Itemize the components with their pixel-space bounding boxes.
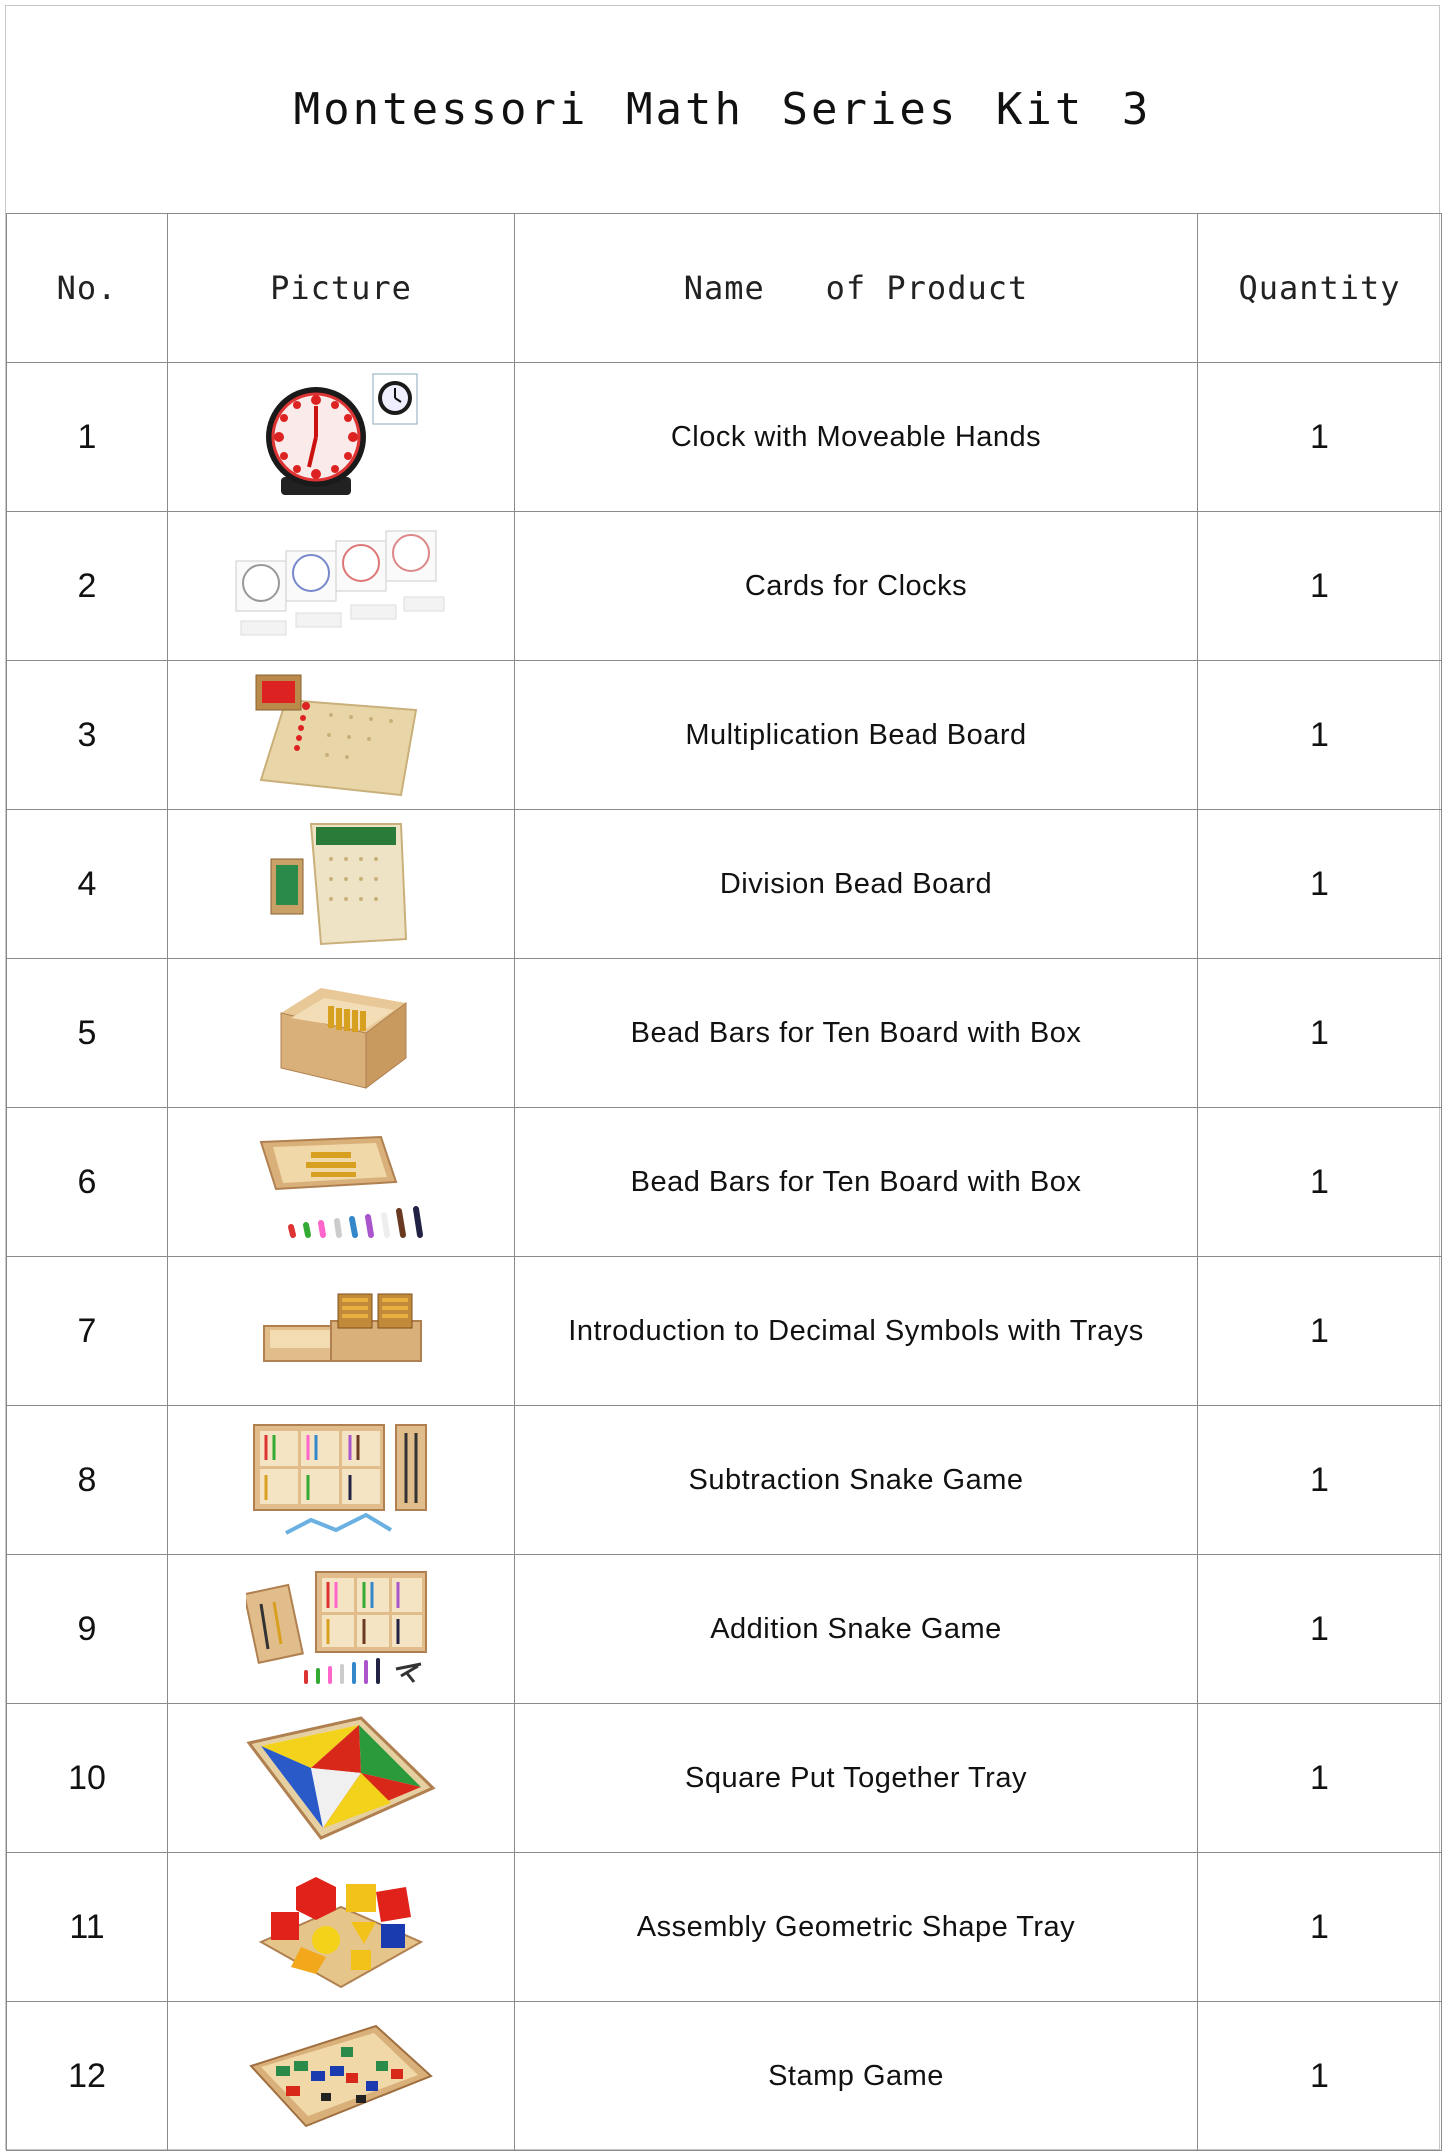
product-name: Stamp Game xyxy=(515,2002,1198,2151)
header-no: No. xyxy=(7,214,168,363)
row-number: 10 xyxy=(7,1704,168,1853)
row-number: 6 xyxy=(7,1108,168,1257)
clock-icon xyxy=(261,372,421,502)
page-title: Montessori Math Series Kit 3 xyxy=(293,84,1152,135)
product-picture xyxy=(168,1555,515,1704)
product-picture xyxy=(168,2002,515,2151)
header-quantity: Quantity xyxy=(1198,214,1442,363)
snake-game-icon xyxy=(246,1415,436,1545)
product-table xyxy=(6,213,1442,2151)
product-quantity: 1 xyxy=(1198,810,1442,959)
row-number: 4 xyxy=(7,810,168,959)
row-number: 2 xyxy=(7,512,168,661)
product-picture xyxy=(168,1406,515,1555)
product-picture xyxy=(168,661,515,810)
product-quantity: 1 xyxy=(1198,1853,1442,2002)
product-quantity: 1 xyxy=(1198,363,1442,512)
header-name: Name of Product xyxy=(515,214,1198,363)
product-quantity: 1 xyxy=(1198,1257,1442,1406)
product-quantity: 1 xyxy=(1198,1406,1442,1555)
clock-cards-icon xyxy=(226,521,456,651)
product-quantity: 1 xyxy=(1198,2002,1442,2151)
product-name: Addition Snake Game xyxy=(515,1555,1198,1704)
product-name: Division Bead Board xyxy=(515,810,1198,959)
division-board-icon xyxy=(261,819,421,949)
table-row xyxy=(7,1704,1442,1853)
bead-box-icon xyxy=(266,968,416,1098)
row-number: 7 xyxy=(7,1257,168,1406)
product-picture xyxy=(168,363,515,512)
table-row xyxy=(7,512,1442,661)
square-tray-icon xyxy=(241,1713,441,1843)
product-name: Bead Bars for Ten Board with Box xyxy=(515,959,1198,1108)
product-quantity: 1 xyxy=(1198,661,1442,810)
product-name: Bead Bars for Ten Board with Box xyxy=(515,1108,1198,1257)
table-row xyxy=(7,1108,1442,1257)
table-row xyxy=(7,1853,1442,2002)
table-row xyxy=(7,2002,1442,2151)
product-picture xyxy=(168,1704,515,1853)
row-number: 9 xyxy=(7,1555,168,1704)
shape-tray-icon xyxy=(256,1862,426,1992)
product-picture xyxy=(168,512,515,661)
product-name: Cards for Clocks xyxy=(515,512,1198,661)
product-picture xyxy=(168,959,515,1108)
row-number: 1 xyxy=(7,363,168,512)
stamp-game-icon xyxy=(246,2011,436,2141)
product-name: Clock with Moveable Hands xyxy=(515,363,1198,512)
product-name: Introduction to Decimal Symbols with Trays xyxy=(515,1257,1198,1406)
header-picture: Picture xyxy=(168,214,515,363)
addition-snake-icon xyxy=(246,1564,436,1694)
product-quantity: 1 xyxy=(1198,959,1442,1108)
row-number: 3 xyxy=(7,661,168,810)
decimal-trays-icon xyxy=(256,1266,426,1396)
table-row xyxy=(7,810,1442,959)
row-number: 8 xyxy=(7,1406,168,1555)
product-quantity: 1 xyxy=(1198,1555,1442,1704)
product-quantity: 1 xyxy=(1198,512,1442,661)
product-sheet xyxy=(5,5,1440,2150)
product-name: Multiplication Bead Board xyxy=(515,661,1198,810)
product-name: Square Put Together Tray xyxy=(515,1704,1198,1853)
product-name: Assembly Geometric Shape Tray xyxy=(515,1853,1198,2002)
product-picture xyxy=(168,1108,515,1257)
table-row xyxy=(7,1406,1442,1555)
row-number: 12 xyxy=(7,2002,168,2151)
product-picture xyxy=(168,1853,515,2002)
table-row xyxy=(7,363,1442,512)
table-row xyxy=(7,661,1442,810)
multiplication-board-icon xyxy=(241,670,441,800)
bead-box-bars-icon xyxy=(251,1117,431,1247)
product-quantity: 1 xyxy=(1198,1108,1442,1257)
row-number: 11 xyxy=(7,1853,168,2002)
table-row xyxy=(7,1257,1442,1406)
table-row xyxy=(7,959,1442,1108)
row-number: 5 xyxy=(7,959,168,1108)
product-picture xyxy=(168,810,515,959)
table-header-row xyxy=(7,214,1442,363)
product-picture xyxy=(168,1257,515,1406)
table-row xyxy=(7,1555,1442,1704)
product-name: Subtraction Snake Game xyxy=(515,1406,1198,1555)
product-quantity: 1 xyxy=(1198,1704,1442,1853)
